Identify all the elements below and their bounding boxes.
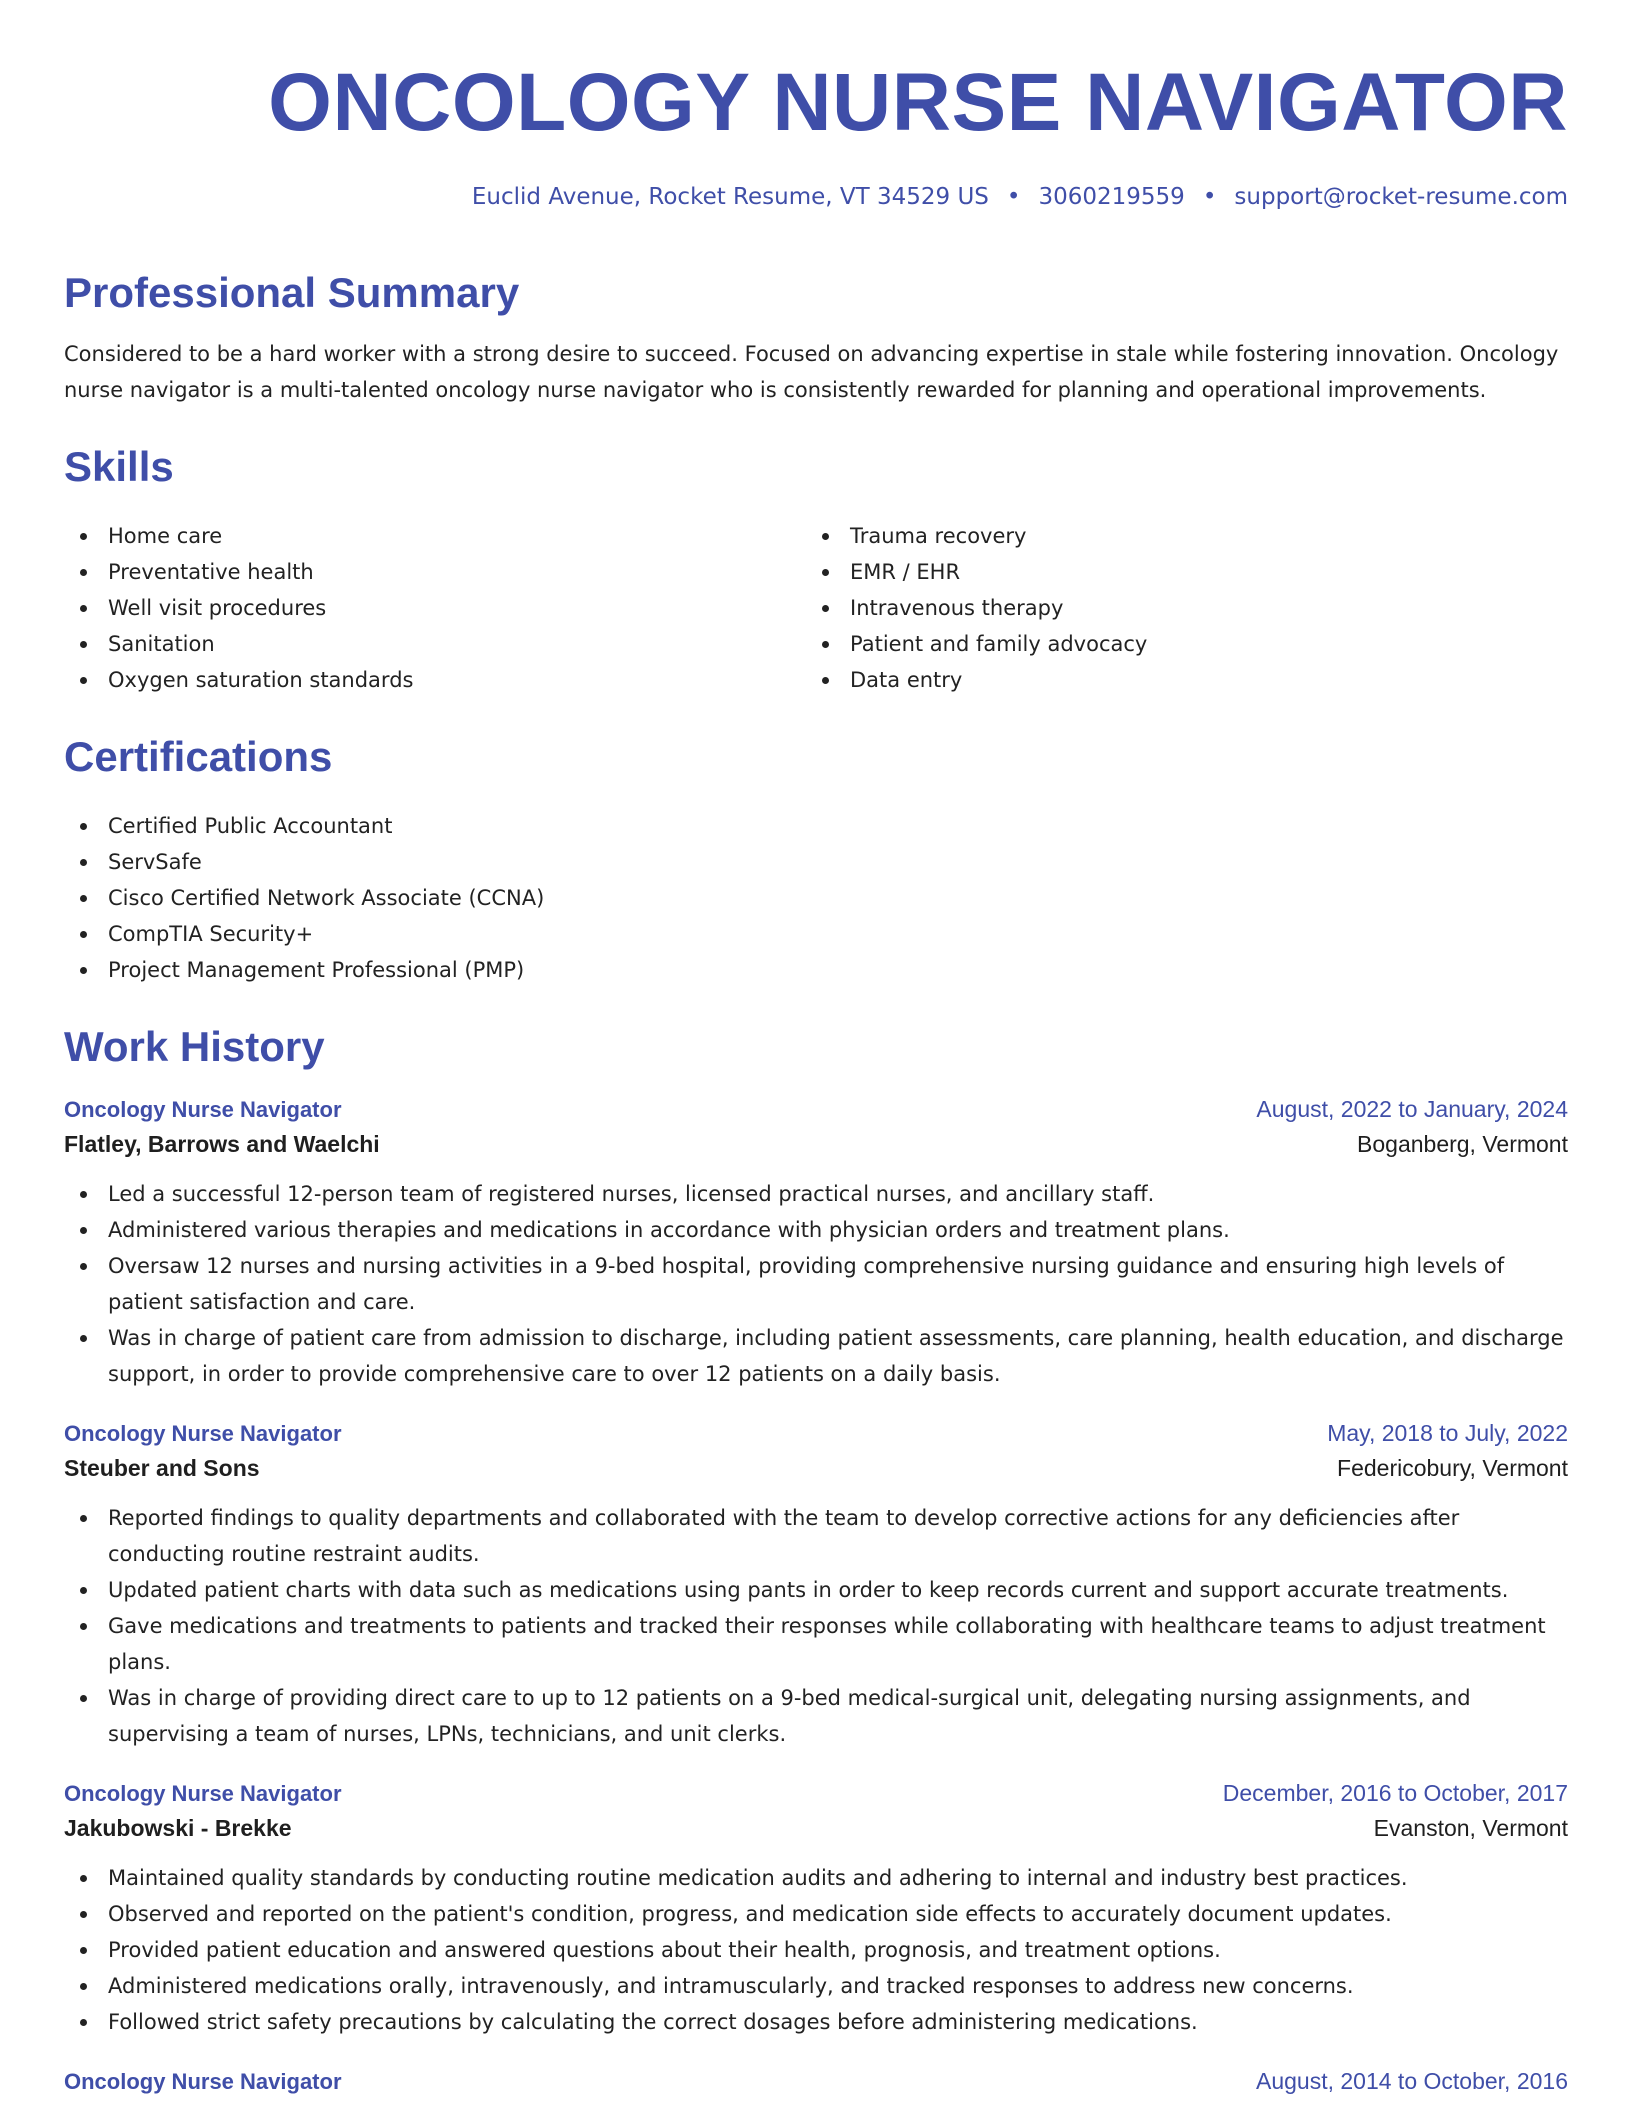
job-bullet: Oversaw 12 nurses and nursing activities in a 9-bed hospital, providing comprehensive nursing guidance and ensuring high levels of patient satisfaction and care. <box>64 1248 1568 1320</box>
skill-item: Sanitation <box>64 626 806 662</box>
job-bullets <box>64 1500 1568 1752</box>
skill-item: Oxygen saturation standards <box>64 662 806 698</box>
skill-item: Data entry <box>806 662 1548 698</box>
contact-email[interactable]: support@rocket-resume.com <box>1234 184 1568 210</box>
skill-item: Home care <box>64 518 806 554</box>
job-bullet: Provided patient education and answered questions about their health, prognosis, and treatment options. <box>64 1932 1568 1968</box>
job-subheader <box>64 1455 1568 1482</box>
certifications-list <box>64 808 1568 988</box>
job-dates: May, 2018 to July, 2022 <box>1327 1420 1568 1446</box>
job-title: Oncology Nurse Navigator <box>64 1097 342 1122</box>
job-bullet: Was in charge of patient care from admission to discharge, including patient assessments, care planning, health education, and discharge support, in order to provide comprehensive care to over 12 patients on a daily basis. <box>64 1320 1568 1392</box>
contact-separator: • <box>1006 184 1021 210</box>
job-company: Steuber and Sons <box>64 1455 260 1481</box>
skill-item: Intravenous therapy <box>806 590 1548 626</box>
job-bullets <box>64 1860 1568 2040</box>
certification-item: Cisco Certified Network Associate (CCNA) <box>64 880 1568 916</box>
job-entry <box>64 1780 1568 2040</box>
job-dates: December, 2016 to October, 2017 <box>1222 1780 1568 1806</box>
resume-page <box>64 0 1568 2112</box>
job-company: Flatley, Barrows and Waelchi <box>64 1131 380 1157</box>
contact-line <box>64 184 1568 210</box>
job-bullet: Reported findings to quality departments and collaborated with the team to develop corrective actions for any deficiencies after conducting routine restraint audits. <box>64 1500 1568 1572</box>
skill-item: Well visit procedures <box>64 590 806 626</box>
job-title: Oncology Nurse Navigator <box>64 1781 342 1806</box>
job-header <box>64 1780 1568 1807</box>
summary-heading: Professional Summary <box>64 269 520 316</box>
job-bullet: Administered medications orally, intravenously, and intramuscularly, and tracked responses to address new concerns. <box>64 1968 1568 2004</box>
job-subheader <box>64 1815 1568 1842</box>
contact-address: Euclid Avenue, Rocket Resume, VT 34529 US <box>471 184 989 210</box>
work-history-heading: Work History <box>64 1023 325 1070</box>
job-bullet: Followed strict safety precautions by calculating the correct dosages before administering medications. <box>64 2004 1568 2040</box>
job-bullet: Maintained quality standards by conducting routine medication audits and adhering to internal and industry best practices. <box>64 1860 1568 1896</box>
job-location: Boganberg, Vermont <box>1357 1131 1568 1157</box>
job-entry <box>64 1420 1568 1752</box>
certification-item: CompTIA Security+ <box>64 916 1568 952</box>
summary-text: Considered to be a hard worker with a strong desire to succeed. Focused on advancing expertise in stale while fostering innovation. Oncology nurse navigator is a multi-talented oncology nurse navigator who is consistently rewarded for planning and operational improvements. <box>64 342 1559 402</box>
skill-item: EMR / EHR <box>806 554 1548 590</box>
job-bullet: Observed and reported on the patient's condition, progress, and medication side effects to accurately document updates. <box>64 1896 1568 1932</box>
certifications-heading: Certifications <box>64 733 333 780</box>
contact-phone: 3060219559 <box>1038 184 1185 210</box>
job-header <box>64 2068 1568 2095</box>
job-bullet: Gave medications and treatments to patients and tracked their responses while collaborating with healthcare teams to adjust treatment plans. <box>64 1608 1568 1680</box>
job-location: Federicobury, Vermont <box>1337 1455 1568 1481</box>
job-bullets <box>64 1176 1568 1392</box>
skills-right-list <box>806 518 1548 698</box>
skill-item: Trauma recovery <box>806 518 1548 554</box>
skills-heading: Skills <box>64 443 174 490</box>
certification-item: Project Management Professional (PMP) <box>64 952 1568 988</box>
job-company: Jakubowski - Brekke <box>64 1815 292 1841</box>
job-bullet: Led a successful 12-person team of registered nurses, licensed practical nurses, and ancillary staff. <box>64 1176 1568 1212</box>
certification-item: Certified Public Accountant <box>64 808 1568 844</box>
job-header <box>64 1420 1568 1447</box>
skills-grid <box>64 518 1568 698</box>
job-subheader <box>64 1131 1568 1158</box>
job-entry <box>64 1096 1568 1392</box>
job-bullet: Was in charge of providing direct care to up to 12 patients on a 9-bed medical-surgical unit, delegating nursing assignments, and supervising a team of nurses, LPNs, technicians, and unit clerks. <box>64 1680 1568 1752</box>
job-dates: August, 2022 to January, 2024 <box>1256 1096 1568 1122</box>
skills-left-list <box>64 518 806 698</box>
job-title: Oncology Nurse Navigator <box>64 1421 342 1446</box>
job-header <box>64 1096 1568 1123</box>
certification-item: ServSafe <box>64 844 1568 880</box>
job-entry <box>64 2068 1568 2095</box>
job-dates: August, 2014 to October, 2016 <box>1255 2068 1568 2094</box>
skill-item: Preventative health <box>64 554 806 590</box>
contact-separator: • <box>1202 184 1217 210</box>
job-bullet: Administered various therapies and medications in accordance with physician orders and treatment plans. <box>64 1212 1568 1248</box>
job-location: Evanston, Vermont <box>1373 1815 1568 1841</box>
job-bullet: Updated patient charts with data such as medications using pants in order to keep records current and support accurate treatments. <box>64 1572 1568 1608</box>
skill-item: Patient and family advocacy <box>806 626 1548 662</box>
resume-name: ONCOLOGY NURSE NAVIGATOR <box>268 57 1568 148</box>
job-title: Oncology Nurse Navigator <box>64 2069 342 2094</box>
